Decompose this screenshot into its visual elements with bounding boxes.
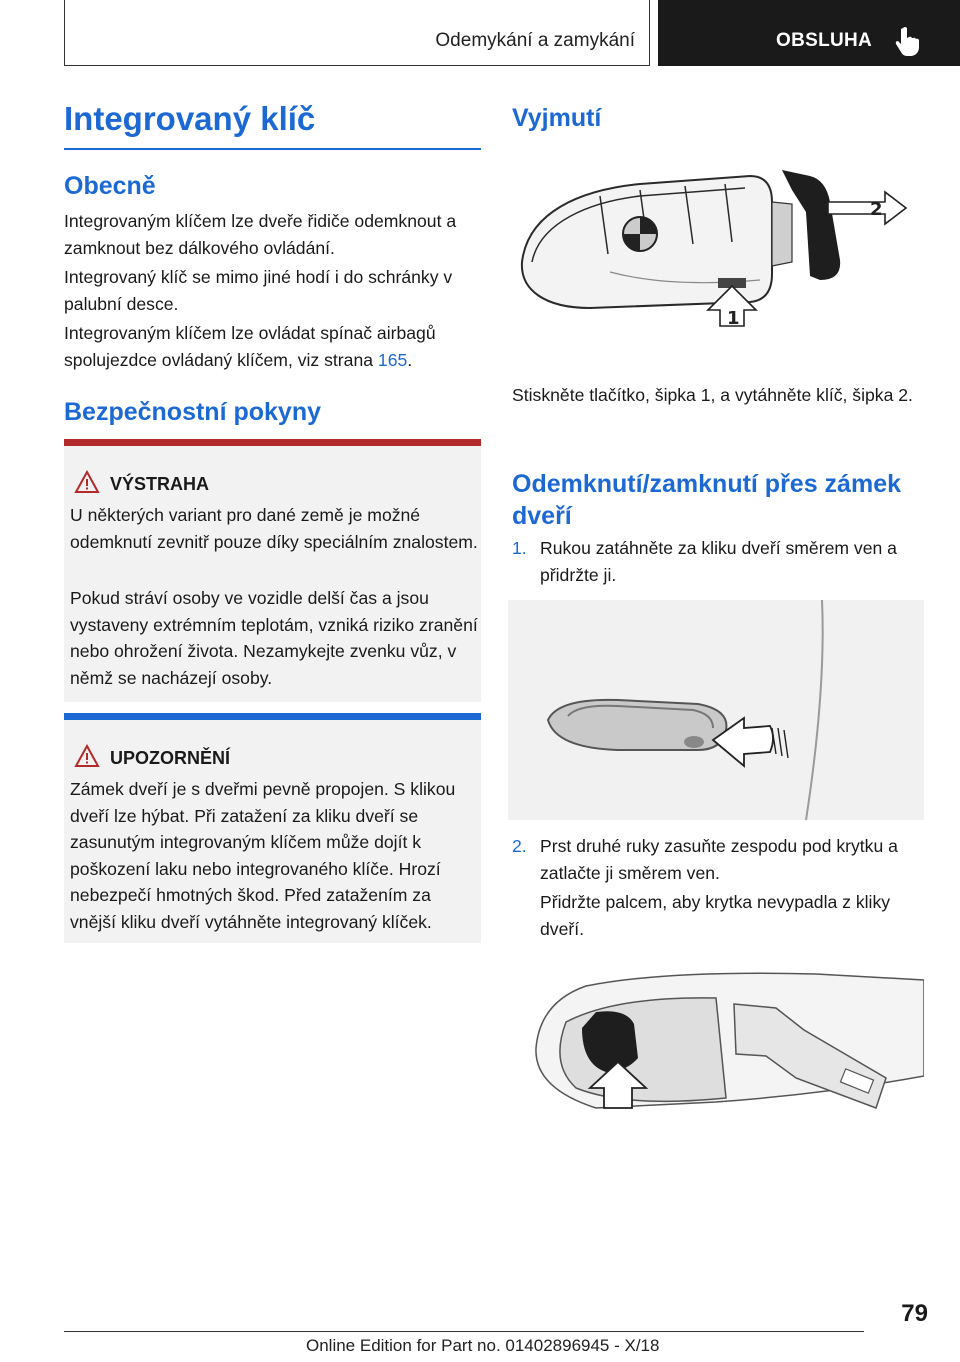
warning-label: VÝSTRAHA [110,474,210,494]
door-handle-image [508,600,924,820]
arrow-label-1: 1 [727,308,740,329]
chapter-tab-label: OBSLUHA [776,30,873,51]
key-removal-image [510,162,930,352]
heading-unlock: Odemknutí/zamknutí přes zámek dveří [512,470,902,530]
heading-safety: Bezpečnostní pokyny [64,398,321,426]
hand-pointer-icon [894,26,920,56]
header-section-box [64,0,650,66]
lock-cover-image [526,968,924,1144]
step-subtext-2: Přidržte palcem, aby krytka nevypadla z kliky dveří. [540,892,891,939]
notice-triangle-icon [74,744,100,768]
footer-edition: Online Edition for Part no. 01402896945 - X/18 [306,1336,660,1355]
page-title: Integrovaný klíč [64,100,316,137]
warning-triangle-icon [74,470,100,494]
page-number: 79 [901,1300,928,1327]
notice-label: UPOZORNĚNÍ [110,748,231,768]
notice-box [64,713,481,943]
page-link-165[interactable]: 165 [377,349,408,370]
general-paragraph-1: Integrovaným klíčem lze dveře řidiče odemknout a zamknout bez dálkového ovládání. [64,211,457,258]
general-paragraph-3: Integrovaným klíčem lze ovládat spínač airbagů spolujezdce ovládaný klíčem, viz strana 165. [64,323,436,370]
heading-general: Obecně [64,172,156,200]
general-paragraph-2: Integrovaný klíč se mimo jiné hodí i do schránky v palubní desce. [64,267,453,314]
warning-box [64,439,481,702]
notice-paragraph: Zámek dveří je s dveřmi pevně propojen. S klikou dveří lze hýbat. Při zatažení za kliku dveří se zasunutým integrovaným klíčem může dojít k poškození laku nebo integrovaného klíče. Hrozí nebezpečí hmotných škod. Před zatažením za vnější kliku dveří vytáhněte integrovaný klíček. [70,779,456,932]
warning-paragraph-2: Pokud stráví osoby ve vozidle delší čas a jsou vystaveny extrémním teplotám, vzniká riziko zranění nebo ohrožení života. Nezamykejte zvenku vůz, v němž se nacházejí osoby. [70,588,478,688]
title-rule [64,148,481,150]
header-section-title: Odemykání a zamykání [435,30,635,51]
step-text-2: Prst druhé ruky zasuňte zespodu pod krytku a zatlačte ji směrem ven. [540,836,898,883]
heading-removal: Vyjmutí [512,104,602,132]
warning-paragraph-1: U některých variant pro dané země je možné odemknutí zevnitř pouze díky speciálním znalostem. [70,505,478,552]
removal-paragraph: Stiskněte tlačítko, šipka 1, a vytáhněte klíč, šipka 2. [512,385,913,405]
step-number-1: 1. [512,538,527,558]
footer-rule [64,1331,864,1332]
step-number-2: 2. [512,836,527,856]
step-text-1: Rukou zatáhněte za kliku dveří směrem ven a přidržte ji. [540,538,897,585]
arrow-label-2: 2 [870,199,883,220]
